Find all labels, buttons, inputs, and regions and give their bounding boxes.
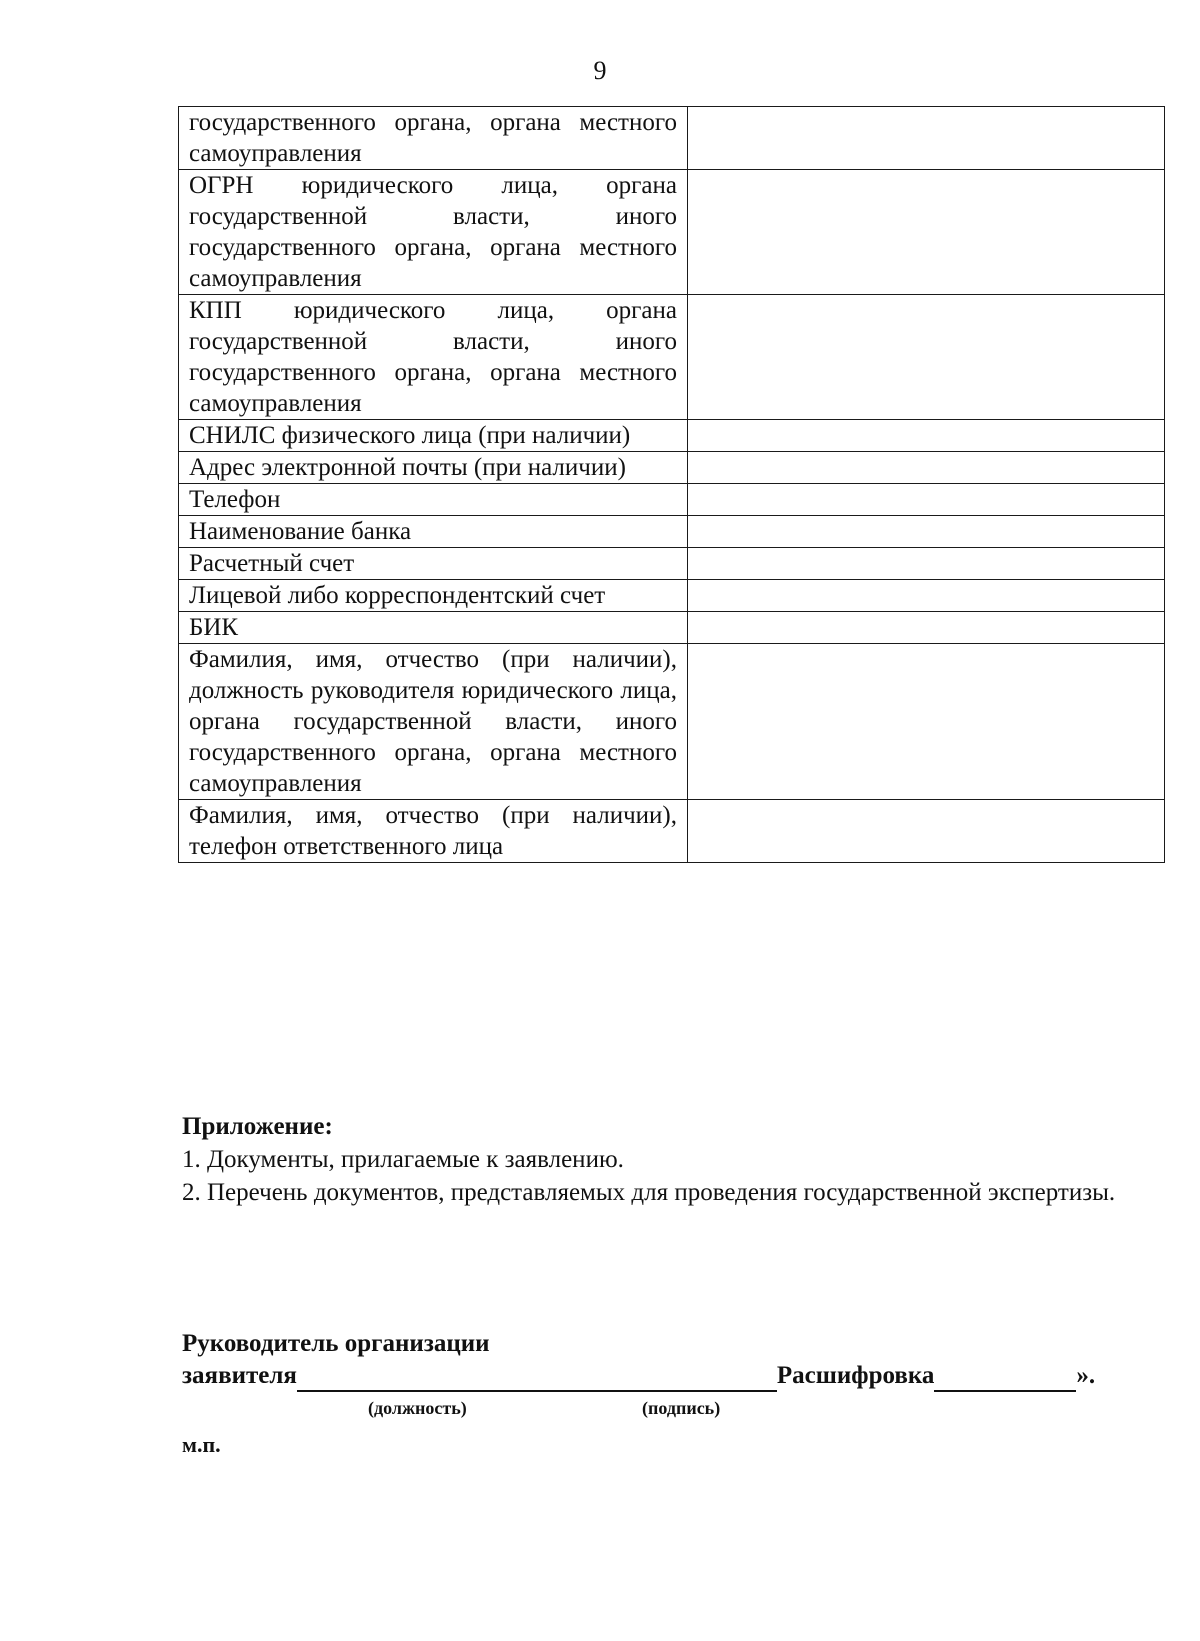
table-row bbox=[179, 107, 1165, 170]
caption-signature: (подпись) bbox=[642, 1398, 721, 1418]
signature-block bbox=[182, 1328, 1146, 1416]
row-label: КПП юридического лица, органа государственной власти, иного государственного органа, органа местного самоуправления bbox=[179, 295, 688, 420]
row-value-field[interactable] bbox=[688, 295, 1165, 420]
caption-position: (должность) bbox=[368, 1398, 467, 1418]
table-row bbox=[179, 644, 1165, 800]
table-row bbox=[179, 295, 1165, 420]
appendix-section bbox=[182, 1110, 1146, 1209]
row-value-field[interactable] bbox=[688, 516, 1165, 548]
row-label: ОГРН юридического лица, органа государственной власти, иного государственного органа, органа местного самоуправления bbox=[179, 170, 688, 295]
signature-captions bbox=[182, 1392, 1146, 1416]
table-row bbox=[179, 484, 1165, 516]
table-row bbox=[179, 420, 1165, 452]
table-row bbox=[179, 516, 1165, 548]
row-label: Расчетный счет bbox=[179, 548, 688, 580]
table-row bbox=[179, 452, 1165, 484]
position-signature-blank[interactable] bbox=[297, 1366, 777, 1392]
row-label: Фамилия, имя, отчество (при наличии), телефон ответственного лица bbox=[179, 800, 688, 863]
table-row bbox=[179, 548, 1165, 580]
row-label: Лицевой либо корреспондентский счет bbox=[179, 580, 688, 612]
row-label: Телефон bbox=[179, 484, 688, 516]
signature-line bbox=[182, 1360, 1146, 1392]
row-value-field[interactable] bbox=[688, 612, 1165, 644]
signatory-title-continued: заявителя bbox=[182, 1362, 297, 1389]
row-value-field[interactable] bbox=[688, 800, 1165, 863]
row-label: Фамилия, имя, отчество (при наличии), должность руководителя юридического лица, органа государственной власти, иного государственного органа, органа местного самоуправления bbox=[179, 644, 688, 800]
table-row bbox=[179, 800, 1165, 863]
table-row bbox=[179, 170, 1165, 295]
row-label: СНИЛС физического лица (при наличии) bbox=[179, 420, 688, 452]
row-value-field[interactable] bbox=[688, 484, 1165, 516]
row-value-field[interactable] bbox=[688, 170, 1165, 295]
closing-quote: ». bbox=[1076, 1362, 1096, 1389]
row-value-field[interactable] bbox=[688, 644, 1165, 800]
row-value-field[interactable] bbox=[688, 580, 1165, 612]
stamp-place-label: м.п. bbox=[182, 1432, 221, 1457]
signatory-title: Руководитель организации bbox=[182, 1330, 490, 1357]
page-number: 9 bbox=[593, 56, 607, 85]
applicant-details-table bbox=[178, 106, 1165, 863]
row-label: Наименование банка bbox=[179, 516, 688, 548]
row-value-field[interactable] bbox=[688, 420, 1165, 452]
row-value-field[interactable] bbox=[688, 548, 1165, 580]
table-row bbox=[179, 612, 1165, 644]
appendix-item: 2. Перечень документов, представляемых для проведения государственной экспертизы. bbox=[182, 1179, 1116, 1206]
row-label: государственного органа, органа местного самоуправления bbox=[179, 107, 688, 170]
row-value-field[interactable] bbox=[688, 107, 1165, 170]
row-label: Адрес электронной почты (при наличии) bbox=[179, 452, 688, 484]
row-value-field[interactable] bbox=[688, 452, 1165, 484]
appendix-title: Приложение: bbox=[182, 1113, 333, 1140]
decode-label: Расшифровка bbox=[776, 1362, 935, 1389]
row-label: БИК bbox=[179, 612, 688, 644]
decode-blank[interactable] bbox=[934, 1366, 1076, 1392]
appendix-item: 1. Документы, прилагаемые к заявлению. bbox=[182, 1146, 624, 1173]
table-row bbox=[179, 580, 1165, 612]
